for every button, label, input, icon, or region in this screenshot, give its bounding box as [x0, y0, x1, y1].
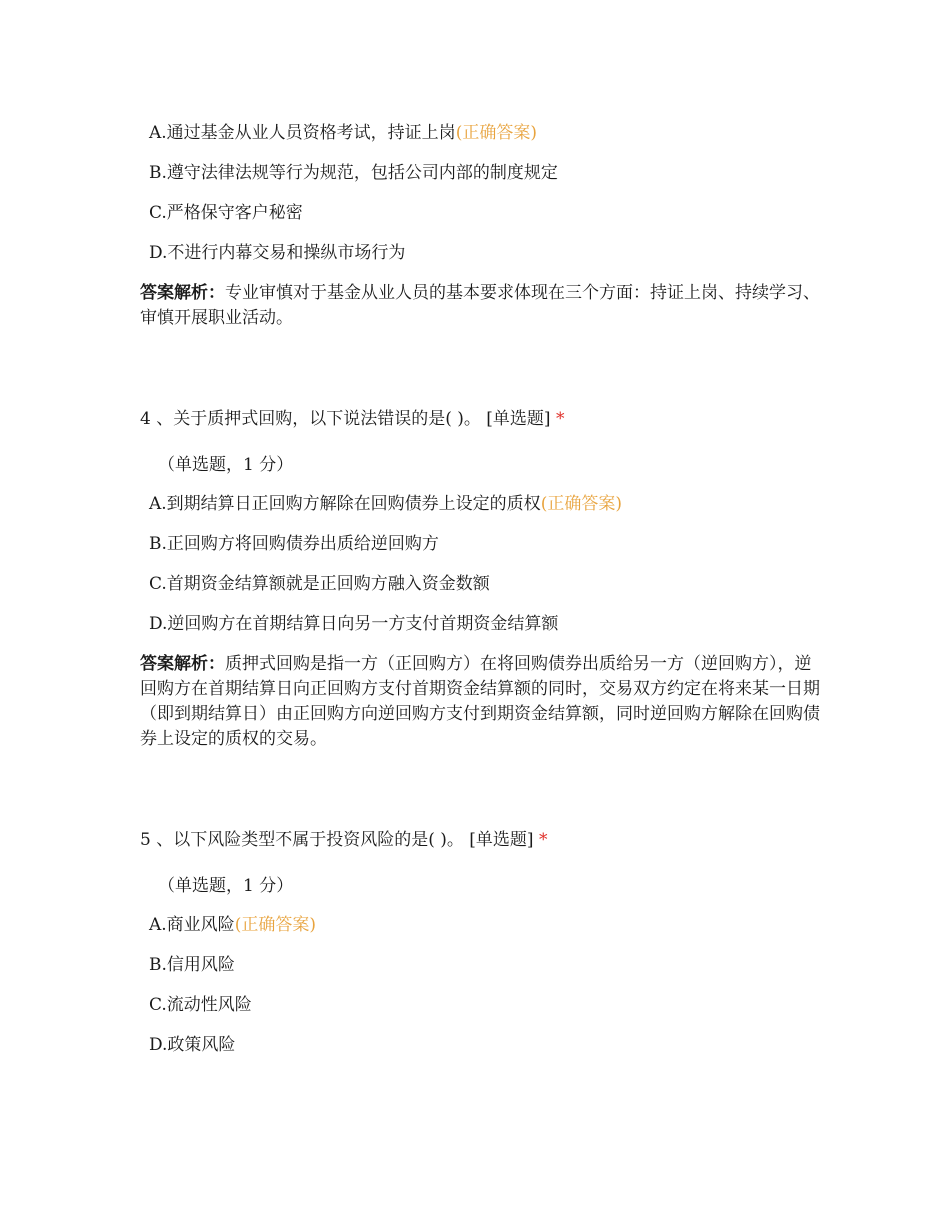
option-text: C.流动性风险 — [149, 995, 252, 1015]
explanation-label: 答案解析： — [140, 283, 225, 303]
q3-explanation — [140, 281, 820, 331]
option-text: A.商业风险 — [149, 915, 235, 935]
question-title-text: 5 、以下风险类型不属于投资风险的是( )。 [单选题] — [140, 830, 534, 850]
q5-option-d — [149, 1034, 235, 1056]
required-mark: * — [555, 409, 565, 429]
explanation-text: 专业审慎对于基金从业人员的基本要求体现在三个方面：持证上岗、持续学习、审慎开展职业活动。 — [140, 283, 820, 328]
option-text: A.到期结算日正回购方解除在回购债券上设定的质权 — [149, 494, 541, 514]
question-title-text: 4 、关于质押式回购，以下说法错误的是( )。 [单选题] — [140, 409, 551, 429]
q5-option-c — [149, 994, 252, 1016]
q3-option-a — [149, 122, 537, 144]
required-mark: * — [538, 830, 548, 850]
option-text: D.不进行内幕交易和操纵市场行为 — [149, 243, 406, 263]
option-text: A.通过基金从业人员资格考试，持证上岗 — [149, 123, 456, 143]
q4-meta: （单选题，1 分） — [158, 455, 294, 475]
correct-answer-label: (正确答案) — [234, 915, 316, 935]
option-text: D.逆回购方在首期结算日向另一方支付首期资金结算额 — [149, 614, 559, 634]
q3-option-b — [149, 162, 558, 184]
q5-option-b — [149, 954, 235, 976]
q4-option-c — [149, 573, 490, 595]
correct-answer-label: (正确答案) — [540, 494, 622, 514]
q4-option-d — [149, 613, 558, 635]
q5-meta: （单选题，1 分） — [158, 876, 294, 896]
q5-title — [140, 829, 547, 851]
explanation-text: 质押式回购是指一方（正回购方）在将回购债券出质给另一方（逆回购方），逆回购方在首期结算日向正回购方支付首期资金结算额的同时，交易双方约定在将来某一日期（即到期结算日）由正回购方向逆回购方支付到期资金结算额，同时逆回购方解除在回购债券上设定的质权的交易。 — [140, 654, 820, 749]
option-text: D.政策风险 — [149, 1035, 236, 1055]
option-text: B.信用风险 — [149, 955, 235, 975]
q4-option-b — [149, 533, 439, 555]
q4-title — [140, 408, 564, 430]
q4-option-a — [149, 493, 622, 515]
correct-answer-label: (正确答案) — [455, 123, 537, 143]
option-text: C.严格保守客户秘密 — [149, 203, 303, 223]
option-text: B.遵守法律法规等行为规范，包括公司内部的制度规定 — [149, 163, 558, 183]
option-text: C.首期资金结算额就是正回购方融入资金数额 — [149, 574, 490, 594]
q4-explanation — [140, 652, 820, 752]
explanation-label: 答案解析： — [140, 654, 225, 674]
q3-option-d — [149, 242, 405, 264]
q5-option-a — [149, 914, 316, 936]
option-text: B.正回购方将回购债券出质给逆回购方 — [149, 534, 439, 554]
q3-option-c — [149, 202, 303, 224]
